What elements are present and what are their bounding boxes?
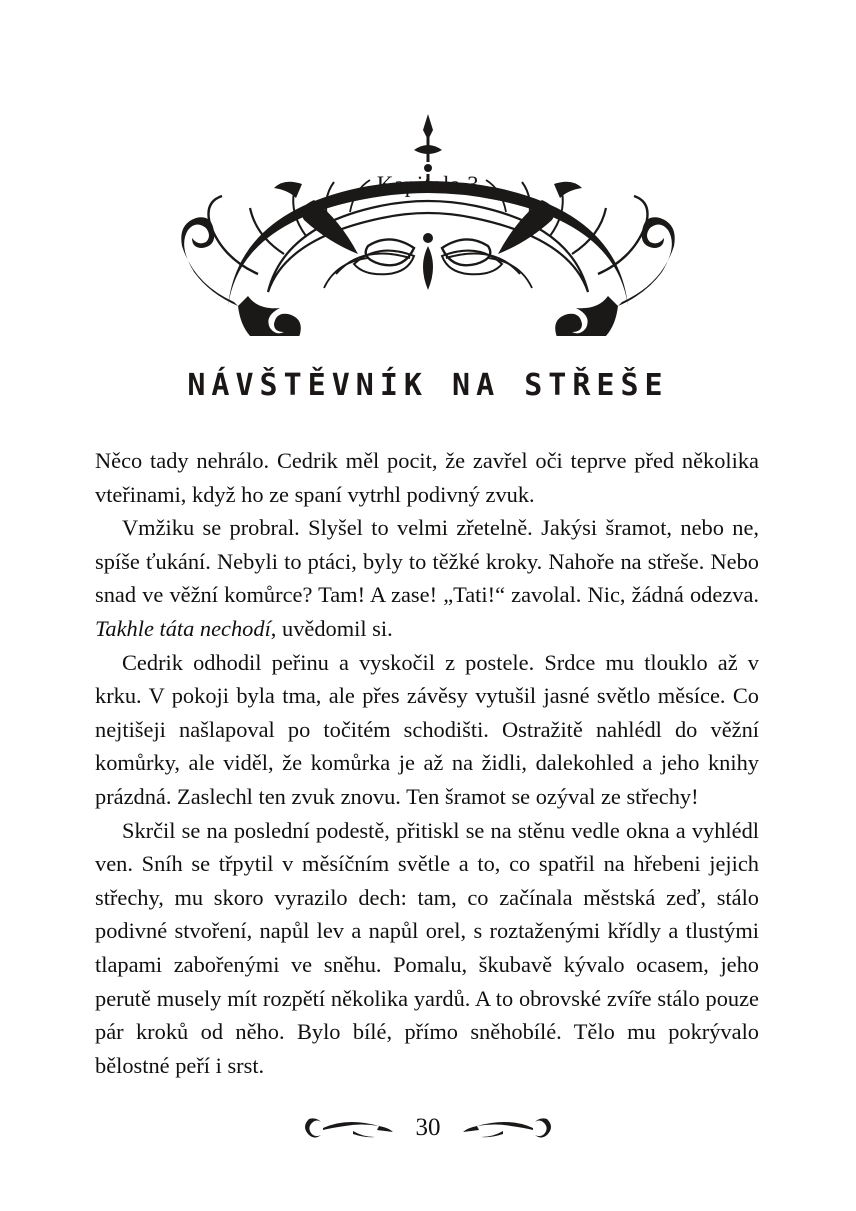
footer-flourish-left-icon: [301, 1113, 397, 1143]
text-run: Něco tady nehrálo. Cedrik měl pocit, že zavřel oči teprve před několika vteřinami, když ho ze spaní vytrhl podivný zvuk.: [95, 448, 759, 507]
page-footer: [0, 1113, 856, 1143]
chapter-header-ornament-area: [0, 96, 856, 336]
text-run: Cedrik odhodil peřinu a vyskočil z postele. Srdce mu tlouklo až v krku. V pokoji byla tma, ale přes závěsy vytušil jasné světlo měsíce. Co nejtišeji našlapoval po točitém schodišti. Ostražitě nahlédl do věžní komůrky, ale viděl, že komůrka je až na židli, dalekohled a jeho knihy prázdná. Zaslechl ten zvuk znovu. Ten šramot se ozýval ze střechy!: [95, 649, 759, 809]
paragraph: [95, 511, 759, 645]
chapter-label: Kapitola 3: [376, 172, 480, 197]
footer-flourish-right-icon: [459, 1113, 555, 1143]
page-number: 30: [415, 1114, 441, 1141]
text-run: Vmžiku se probral. Slyšel to velmi zřetelně. Jakýsi šramot, nebo ne, spíše ťukání. Nebyli to ptáci, byly to těžké kroky. Nahoře na střeše. Nebo snad ve věžní komůrce? Tam! A zase! „Tati!“ zavolal. Nic, žádná odezva.: [95, 515, 759, 608]
emphasis-text: Takhle táta nechodí: [95, 615, 271, 641]
text-run: , uvědomil si.: [270, 615, 393, 641]
text-run: Skrčil se na poslední podestě, přitiskl se na stěnu vedle okna a vyhlédl ven. Sníh se třpytil v měsíčním světle a to, co spatřil na hřebeni jejich střechy, mu skoro vyrazilo dech: tam, co začínala městská zeď, stálo podivné stvoření, napůl lev a napůl orel, s roztaženými křídly a tlustými tlapami zabořenými ve sněhu. Pomalu, škubavě kývalo ocasem, jeho perutě musely mít rozpětí několika yardů. A to obrovské zvíře stálo pouze pár kroků od něho. Bylo bílé, přímo sněhobílé. Tělo mu pokrývalo bělostné peří i srst.: [95, 817, 759, 1078]
paragraph: [95, 814, 759, 1083]
paragraph: [95, 444, 759, 511]
body-text: [95, 444, 759, 1082]
chapter-title: NÁVŠTĚVNÍK NA STŘEŠE: [187, 368, 669, 404]
chapter-header-flourish-icon: [118, 96, 738, 336]
paragraph: [95, 646, 759, 814]
